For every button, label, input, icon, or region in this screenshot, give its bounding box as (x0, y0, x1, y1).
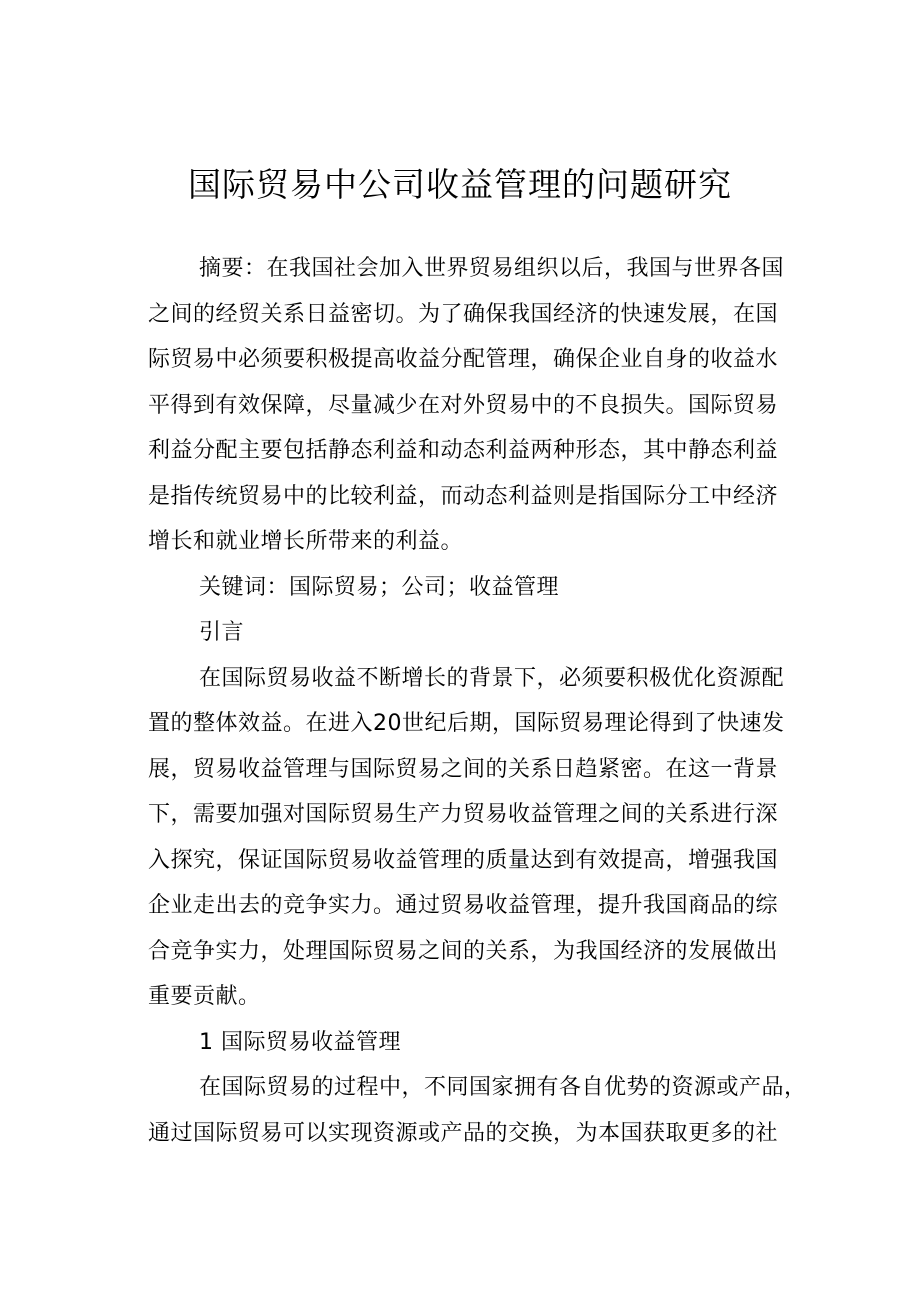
abstract-line: 之间的经贸关系日益密切。为了确保我国经济的快速发展，在国 (148, 301, 779, 327)
section-line: 在国际贸易的过程中，不同国家拥有各自优势的资源或产品， (199, 1075, 807, 1100)
abstract-line: 增长和就业增长所带来的利益。 (148, 529, 464, 554)
keywords: 关键词：国际贸易；公司；收益管理 (199, 574, 560, 600)
abstract-line: 利益分配主要包括静态利益和动态利益两种形态，其中静态利益 (148, 438, 779, 463)
abstract-line: 摘要：在我国社会加入世界贸易组织以后，我国与世界各国 (199, 256, 785, 281)
section-heading: 1 国际贸易收益管理 (199, 1029, 401, 1055)
intro-heading: 引言 (199, 620, 245, 645)
intro-line: 企业走出去的竞争实力。通过贸易收益管理，提升我国商品的综 (148, 893, 779, 918)
abstract-line: 际贸易中必须要积极提高收益分配管理，确保企业自身的收益水 (148, 347, 779, 372)
document-title: 国际贸易中公司收益管理的问题研究 (188, 165, 732, 204)
intro-line: 在国际贸易收益不断增长的背景下，必须要积极优化资源配 (199, 665, 785, 691)
abstract-line: 是指传统贸易中的比较利益，而动态利益则是指国际分工中经济 (148, 483, 779, 509)
section-line: 通过国际贸易可以实现资源或产品的交换，为本国获取更多的社 (148, 1120, 779, 1146)
intro-line: 合竞争实力，处理国际贸易之间的关系，为我国经济的发展做出 (148, 938, 779, 964)
intro-line: 重要贡献。 (148, 984, 261, 1009)
intro-line: 置的整体效益。在进入20世纪后期，国际贸易理论得到了快速发 (148, 711, 785, 736)
document-body (148, 246, 807, 1156)
intro-line: 入探究，保证国际贸易收益管理的质量达到有效提高，增强我国 (148, 847, 779, 873)
intro-line: 下，需要加强对国际贸易生产力贸易收益管理之间的关系进行深 (148, 802, 779, 827)
intro-line: 展，贸易收益管理与国际贸易之间的关系日趋紧密。在这一背景 (148, 756, 779, 782)
abstract-line: 平得到有效保障，尽量减少在对外贸易中的不良损失。国际贸易 (148, 392, 779, 418)
